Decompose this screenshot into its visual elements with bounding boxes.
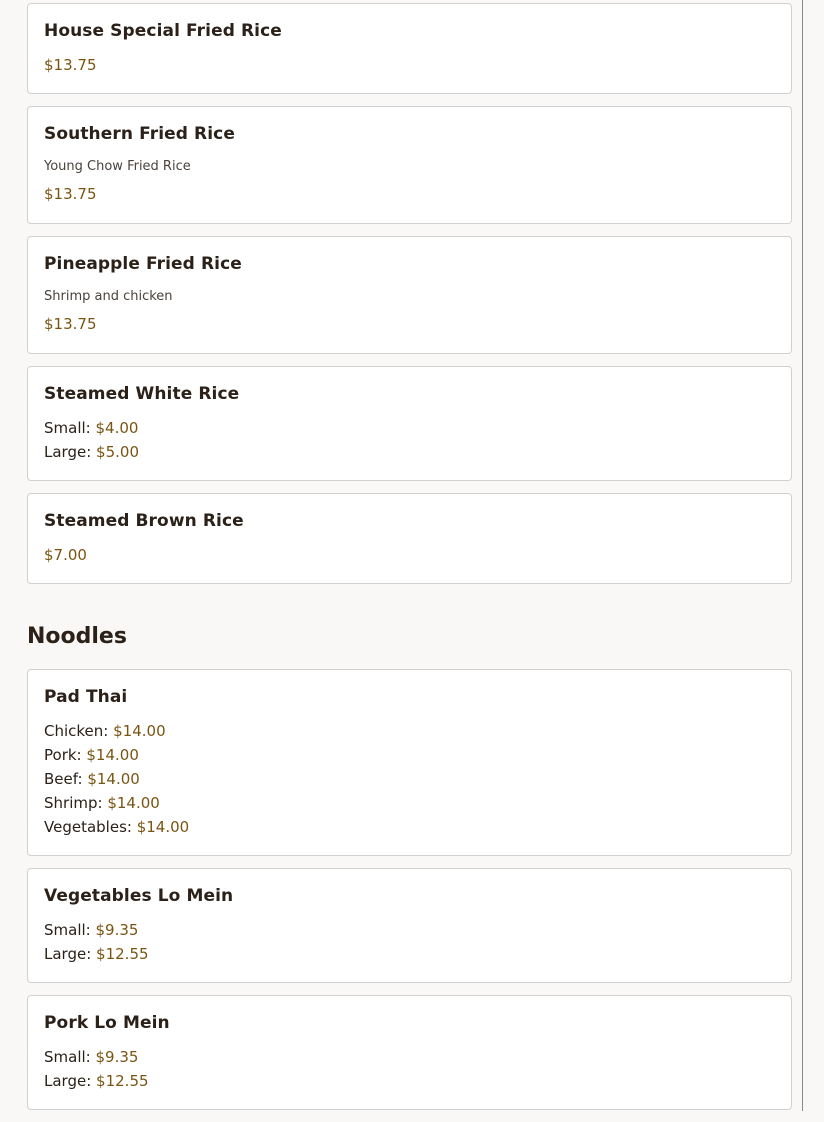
variant-label: Small: (44, 419, 91, 437)
price-variant (44, 815, 775, 839)
price-variant (44, 767, 775, 791)
variant-label: Beef: (44, 770, 83, 788)
menu-item-name: Pork Lo Mein (44, 1013, 170, 1033)
price-variant (44, 440, 775, 464)
variant-label: Large: (44, 443, 92, 461)
menu-item-price: $13.75 (44, 56, 97, 74)
price-variant (44, 918, 775, 942)
menu-item-price: $13.75 (44, 315, 97, 333)
menu-item-name: House Special Fried Rice (44, 21, 282, 41)
menu-section-noodles (27, 623, 792, 1110)
variant-label: Small: (44, 921, 91, 939)
price-variants (44, 1045, 775, 1093)
variant-label: Pork: (44, 746, 82, 764)
menu-item-name: Pad Thai (44, 687, 128, 707)
variant-price: $12.55 (96, 945, 149, 963)
price-variant (44, 791, 775, 815)
menu-item-card[interactable] (27, 106, 792, 224)
price-variants (44, 416, 775, 464)
menu-item-name: Steamed Brown Rice (44, 511, 244, 531)
variant-price: $14.00 (113, 722, 166, 740)
page-divider-line (802, 0, 803, 1111)
menu-item-card[interactable] (27, 236, 792, 354)
menu-item-price: $13.75 (44, 185, 97, 203)
price-variant (44, 1069, 775, 1093)
price-variant (44, 416, 775, 440)
variant-price: $12.55 (96, 1072, 149, 1090)
variant-price: $14.00 (136, 818, 190, 836)
variant-price: $9.35 (95, 1048, 139, 1066)
price-variants (44, 918, 775, 966)
menu-item-card[interactable] (27, 3, 792, 94)
variant-label: Large: (44, 945, 92, 963)
menu-item-card[interactable] (27, 669, 792, 856)
menu-item-price: $7.00 (44, 546, 87, 564)
menu-item-card[interactable] (27, 366, 792, 481)
menu-item-card[interactable] (27, 995, 792, 1110)
variant-label: Shrimp: (44, 794, 103, 812)
variant-label: Large: (44, 1072, 92, 1090)
menu-item-name: Steamed White Rice (44, 384, 240, 404)
variant-label: Small: (44, 1048, 91, 1066)
variant-label: Vegetables: (44, 818, 132, 836)
menu-item-name: Southern Fried Rice (44, 124, 235, 144)
menu-item-description: Shrimp and chicken (44, 289, 173, 304)
menu-item-card[interactable] (27, 493, 792, 584)
variant-price: $9.35 (95, 921, 139, 939)
price-variant (44, 1045, 775, 1069)
variant-label: Chicken: (44, 722, 109, 740)
section-heading: Noodles (27, 624, 127, 649)
variant-price: $14.00 (87, 770, 140, 788)
price-variant (44, 719, 775, 743)
variant-price: $14.00 (86, 746, 139, 764)
variant-price: $14.00 (107, 794, 160, 812)
price-variant (44, 942, 775, 966)
menu-section-rice (27, 3, 792, 584)
menu-item-card[interactable] (27, 868, 792, 983)
variant-price: $5.00 (96, 443, 139, 461)
variant-price: $4.00 (95, 419, 139, 437)
price-variants (44, 719, 775, 839)
menu-item-description: Young Chow Fried Rice (44, 159, 191, 174)
menu-content (27, 3, 792, 1122)
menu-item-name: Pineapple Fried Rice (44, 254, 242, 274)
price-variant (44, 743, 775, 767)
menu-item-name: Vegetables Lo Mein (44, 886, 234, 906)
